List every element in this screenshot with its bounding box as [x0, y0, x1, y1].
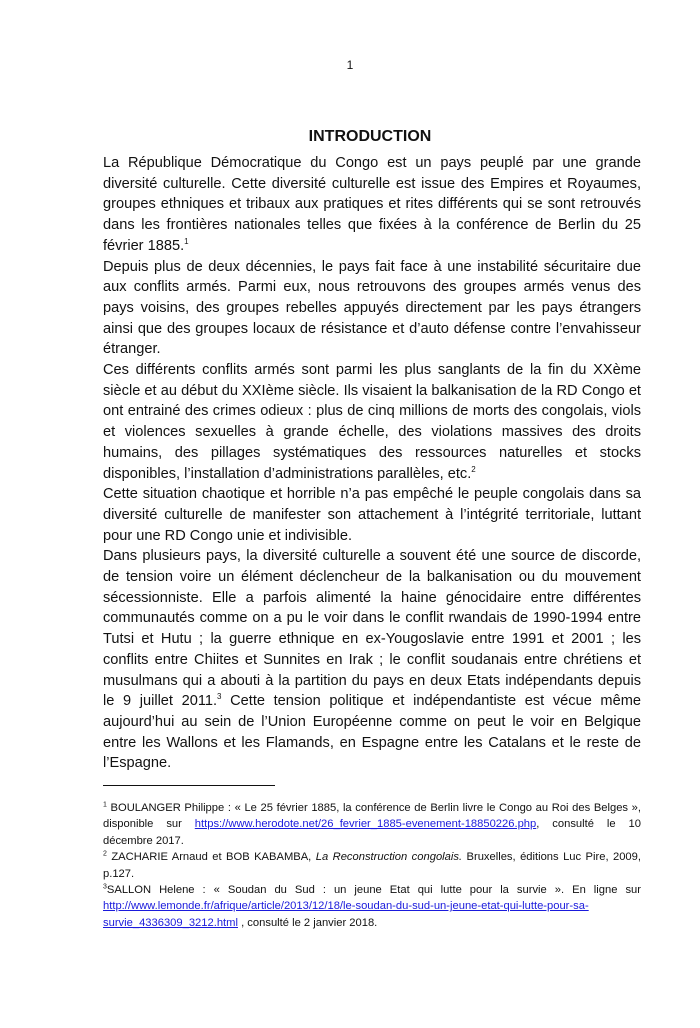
paragraph: Depuis plus de deux décennies, le pays fait face à une instabilité sécuritaire due aux conflits armés. Parmi eux, nous retrouvons des groupes armés venus des pays voisins, des groupes rebelles appuyés directement par les pays étrangers ainsi que des groupes locaux de résistance et d’auto défense contre l’envahisseur étranger. — [103, 258, 641, 358]
footnote-divider — [103, 785, 275, 786]
paragraph: Ces différents conflits armés sont parmi les plus sanglants de la fin du XXème siècle et au début du XXIème siècle. Ils visaient la balkanisation de la RD Congo et ont entrainé des crimes odieux : plus de cinq millions de morts des congolais, viols et violences sexuelles à grande échelle, des violations massives des droits humains, des pillages systématiques des ressources naturelles et stocks disponibles, l’installation d’administrations parallèles, etc.$^2$ — [103, 362, 641, 482]
paragraph: Cette situation chaotique et horrible n’a pas empêché le peuple congolais dans sa diversité culturelle de manifester son attachement à l’intégrité territoriale, luttant pour une RD Congo unie et indivisible. — [103, 486, 641, 544]
footnote: $^2$ ZACHARIE Arnaud et BOB KABAMBA, La Reconstruction congolais. Bruxelles, éditions Luc Pire, 2009, p.127. — [103, 850, 641, 880]
page-number: 1 — [346, 58, 354, 72]
footnote-ref: 3 — [217, 692, 222, 702]
book-title: La Reconstruction congolais. — [315, 851, 463, 864]
paragraph: La République Démocratique du Congo est un pays peuplé par une grande diversité culturelle. Cette diversité culturelle est issue des Empires et Royaumes, groupes ethniques et tribaux aux pratiques et rites différents qui se sont retrouvés dans les frontières nationales telles que fixées à la conférence de Berlin du 25 février 1885.$^1$ — [103, 155, 641, 254]
paragraph: Dans plusieurs pays, la diversité culturelle a souvent été une source de discorde, de tension voire un élément déclencheur de la balkanisation ou du mouvement sécessionniste. Elle a parfois alimenté la haine génocidaire entre différentes communautés comme on a pu le voir dans le conflit rwandais de 1990-1994 entre Tutsi et Hutu ; la guerre ethnique en ex-Yougoslavie entre 1991 et 2001 ; les conflits entre Chiites et Sunnites en Irak ; le conflit soudanais entre chrétiens et musulmans qui a abouti à la partition du pays en deux Etats indépendants depuis le 9 juillet 2011.$^3$ Cette tension politique et indépendantiste est vécue même aujourd’hui au sein de l’Union Européenne comme on peut le voir en Belgique entre les Wallons et les Flamands, en Espagne entre les Catalans et le reste de l’Espagne. — [103, 548, 641, 772]
footnote: $^3$SALLON Helene : « Soudan du Sud : un jeune Etat qui lutte pour la survie ». En ligne sur http://www.lemonde.fr/afrique/article/2013/12/18/le-soudan-du-sud-un-jeune-etat-qui-lutte-pour-sa-survie_4336309_3212.html , consulté le 2 janvier 2018. — [103, 883, 641, 929]
footnote: $^1$ BOULANGER Philippe : « Le 25 février 1885, la conférence de Berlin livre le Congo au Roi des Belges », disponible sur https://www.herodote.net/26_fevrier_1885-evenement-18850226.php, consulté le 10 décembre 2017. — [103, 801, 641, 847]
footnote-ref: 2 — [471, 464, 476, 474]
footnote-link[interactable]: https://www.herodote.net/26_fevrier_1885-evenement-18850226.php — [194, 818, 537, 831]
body-text — [103, 153, 641, 774]
footnote-ref: 1 — [184, 236, 189, 246]
footnotes — [103, 800, 641, 931]
footnote-link[interactable]: http://www.lemonde.fr/afrique/article/2013/12/18/le-soudan-du-sud-un-jeune-etat-qui-lutte-pour-sa-survie_4336309_3212.html — [103, 900, 589, 929]
page-title: INTRODUCTION — [308, 128, 432, 145]
